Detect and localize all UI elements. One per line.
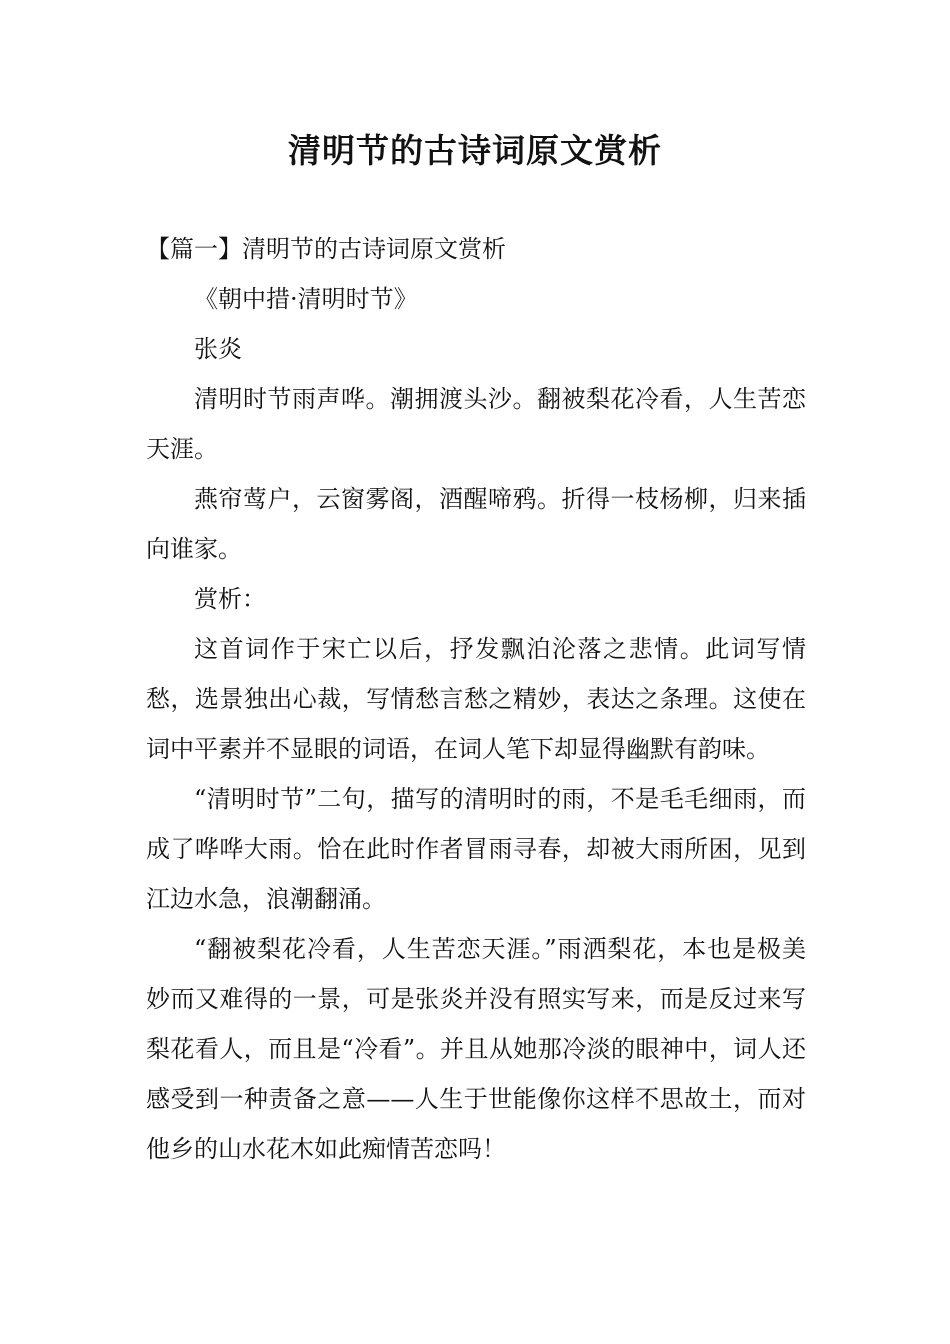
- poem-stanza-1: 清明时节雨声哗。潮拥渡头沙。翻被梨花冷看，人生苦恋天涯。: [146, 385, 806, 463]
- analysis-paragraph: 这首词作于宋亡以后，抒发飘泊沦落之悲情。此词写情愁，选景独出心裁，写情愁言愁之精妙，表达之条理。这使在词中平素并不显眼的词语，在词人笔下却显得幽默有韵味。: [146, 635, 806, 763]
- poem-stanza-2: 燕帘莺户，云窗雾阁，酒醒啼鸦。折得一枝杨柳，归来插向谁家。: [146, 485, 806, 563]
- analysis-paragraph: “清明时节”二句，描写的清明时的雨，不是毛毛细雨，而成了哗哗大雨。恰在此时作者冒雨寻春，却被大雨所困，见到江边水急，浪潮翻涌。: [146, 785, 806, 913]
- document-title: 清明节的古诗词原文赏析: [288, 131, 662, 170]
- section-heading: 【篇一】清明节的古诗词原文赏析: [146, 235, 506, 263]
- poem-author: 张炎: [194, 335, 242, 363]
- analysis-label: 赏析：: [194, 585, 266, 613]
- analysis-paragraph: “翻被梨花冷看，人生苦恋天涯。”雨洒梨花，本也是极美妙而又难得的一景，可是张炎并没有照实写来，而是反过来写梨花看人，而且是“冷看”。并且从她那冷淡的眼神中，词人还感受到一种责备之意——人生于世能像你这样不思故土，而对他乡的山水花木如此痴情苦恋吗！: [146, 935, 806, 1163]
- document-body: [146, 224, 806, 1174]
- poem-title: 《朝中措·清明时节》: [194, 285, 418, 313]
